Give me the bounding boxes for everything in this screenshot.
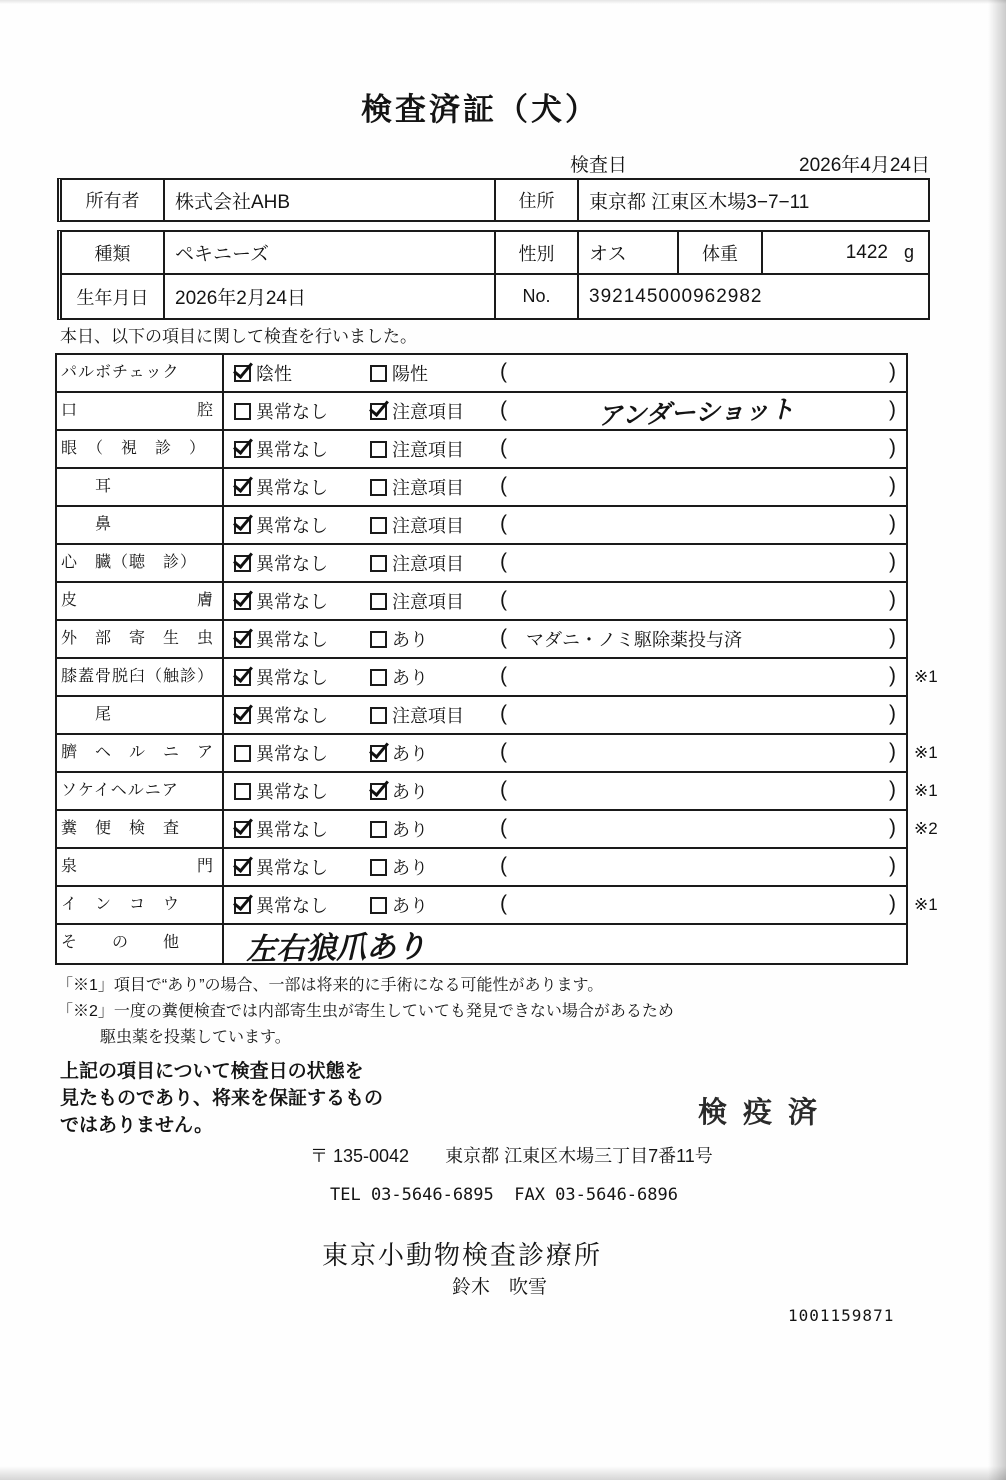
inspection-row [57,583,906,621]
inspection-item-label: 心 臓（聴 診） [57,545,224,581]
option-2-group [370,507,464,543]
inspection-row [57,773,938,811]
paren-close: ) [889,702,896,726]
owner-value: 株式会社AHB [165,180,496,220]
inspection-row-content [224,773,906,809]
microchip-no-label: No. [496,275,579,318]
checkbox-unchecked [370,365,387,382]
inspection-item-label: 泉 門 [57,849,224,885]
checkbox-label: あり [392,896,428,916]
paren-open: ( [500,740,507,764]
inspection-item-label: 鼻 [57,507,224,543]
paren-close: ) [889,664,896,688]
checkbox-checked [370,783,387,800]
option-2-group [370,469,464,505]
inspection-note: マダニ・ノミ駆除薬投与済 [526,630,742,650]
inspection-item-label: そ の 他 [57,925,224,963]
checkbox-label: 異常なし [256,782,328,802]
option-1-group [234,773,328,809]
inspection-item-label: 口 腔 [57,393,224,429]
footnote-3: 駆虫薬を投薬しています。 [100,1029,291,1046]
checkbox-label: 異常なし [256,516,328,536]
paren-close: ) [889,436,896,460]
option-2-group [370,431,464,467]
clinic-postal-address: 〒 135-0042 東京都 江東区木場三丁目7番11号 [310,1146,713,1166]
option-1-group [234,431,328,467]
checkbox-label: あり [392,782,428,802]
option-2-group [370,735,428,771]
inspection-row [57,659,938,697]
checkbox-unchecked [370,479,387,496]
checkbox-checked [234,593,251,610]
pet-info-row-1 [62,232,928,275]
inspection-note [518,545,874,581]
inspection-note [518,355,874,391]
paren-open: ( [500,550,507,574]
paren-close: ) [889,360,896,384]
owner-table [57,178,930,222]
option-2-group [370,583,464,619]
paren-close: ) [889,892,896,916]
paren-close: ) [889,626,896,650]
checkbox-unchecked [370,707,387,724]
handwritten-note: アンダーショット [597,395,795,431]
checkbox-label: 注意項目 [392,478,464,498]
inspection-note [518,431,874,467]
option-1-group [234,811,328,847]
veterinarian-name: 鈴木 吹雪 [452,1277,548,1298]
checkbox-checked [234,365,251,382]
inspection-item-label: パルボチェック [57,355,224,391]
inspection-row [57,469,906,507]
checkbox-unchecked [370,821,387,838]
inspection-row [57,431,906,469]
inspection-row-content [224,355,906,391]
inspection-row [57,545,906,583]
weight-unit: g [903,242,914,262]
inspection-note [518,469,874,505]
paren-close: ) [889,512,896,536]
paren-open: ( [500,474,507,498]
inspection-table [55,353,938,967]
inspection-item-label: 臍 ヘ ル ニ ア [57,735,224,771]
checkbox-checked [234,631,251,648]
option-1-group [234,393,328,429]
checkbox-label: 異常なし [256,478,328,498]
checkbox-unchecked [370,897,387,914]
inspection-row-content [224,507,906,543]
breed-value: ペキニーズ [165,232,496,273]
option-2-group [370,659,428,695]
paren-close: ) [889,778,896,802]
paren-close: ) [889,588,896,612]
checkbox-checked [234,897,251,914]
checkbox-unchecked [370,669,387,686]
option-2-group [370,811,428,847]
option-1-group [234,659,328,695]
address-label: 住所 [496,180,579,220]
intro-text: 本日、以下の項目に関して検査を行いました。 [60,327,417,346]
option-2-group [370,697,464,733]
checkbox-label: あり [392,668,428,688]
weight-number: 1422 [845,241,888,263]
footnote-mark: ※1 [914,781,938,800]
checkbox-label: 異常なし [256,630,328,650]
checkbox-label: 異常なし [256,668,328,688]
inspection-note [518,811,874,847]
paren-open: ( [500,854,507,878]
checkbox-unchecked [234,783,251,800]
checkbox-unchecked [234,403,251,420]
inspection-item-label: 耳 [57,469,224,505]
inspection-row-content [224,621,906,657]
inspection-item-label: 皮 膚 [57,583,224,619]
document-serial-number: 1001159871 [788,1306,895,1325]
checkbox-label: あり [392,858,428,878]
inspection-row-content [224,925,906,967]
disclaimer-text [60,1058,383,1139]
footnote-mark: ※1 [914,743,938,762]
birthdate-value: 2026年2月24日 [165,275,496,318]
inspection-row-content [224,659,906,695]
checkbox-unchecked [370,593,387,610]
checkbox-label: あり [392,820,428,840]
checkbox-label: 注意項目 [392,706,464,726]
checkbox-label: 異常なし [256,706,328,726]
option-1-group [234,887,328,923]
birthdate-label: 生年月日 [62,275,165,318]
page-title: 検査済証（犬） [361,92,599,127]
option-2-group [370,355,428,391]
pet-info-table [57,230,930,320]
checkbox-label: 異常なし [256,858,328,878]
checkbox-label: 注意項目 [392,402,464,422]
paren-close: ) [889,474,896,498]
option-1-group [234,583,328,619]
inspection-date-value: 2026年4月24日 [799,155,930,176]
page-edge-shadow-bottom [0,1466,1006,1480]
option-1-group [234,469,328,505]
inspection-item-label: イ ン コ ウ [57,887,224,923]
checkbox-checked [234,859,251,876]
checkbox-label: 注意項目 [392,440,464,460]
footnote-mark: ※1 [914,667,938,686]
page-edge-shadow-top [0,0,1006,4]
inspection-item-label: 糞 便 検 査 [57,811,224,847]
checkbox-label: 異常なし [256,744,328,764]
option-1-group [234,849,328,885]
inspection-row-content [224,431,906,467]
inspection-row-content [224,697,906,733]
paren-open: ( [500,664,507,688]
paren-open: ( [500,626,507,650]
checkbox-label: あり [392,630,428,650]
clinic-name: 東京小動物検査診療所 [322,1240,603,1270]
inspection-row [57,621,906,659]
inspection-note [518,849,874,885]
option-2-group [370,545,464,581]
inspection-row-content [224,583,906,619]
owner-label: 所有者 [62,180,165,220]
checkbox-checked [234,669,251,686]
footnote-2: 「※2」一度の糞便検査では内部寄生虫が寄生していても発見できない場合があるため [57,1003,674,1020]
checkbox-checked [234,441,251,458]
inspection-note [518,697,874,733]
paren-open: ( [500,512,507,536]
inspection-note [518,773,874,809]
inspection-row-content [224,469,906,505]
option-1-group [234,735,328,771]
inspection-item-label: 尾 [57,697,224,733]
inspection-item-label: ソケイヘルニア [57,773,224,809]
inspection-row [57,393,906,431]
paren-open: ( [500,816,507,840]
pet-info-row-2 [62,275,928,318]
paren-open: ( [500,702,507,726]
option-1-group [234,507,328,543]
checkbox-unchecked [370,517,387,534]
option-1-group [234,697,328,733]
checkbox-label: 陽性 [392,364,428,384]
paren-open: ( [500,892,507,916]
checkbox-label: 陰性 [256,364,292,384]
weight-value [763,232,928,273]
sex-label: 性別 [496,232,579,273]
inspection-row-content [224,545,906,581]
paren-open: ( [500,360,507,384]
microchip-no-value: 392145000962982 [589,285,763,307]
checkbox-label: 異常なし [256,440,328,460]
inspection-row [57,735,938,773]
inspection-item-label: 外 部 寄 生 虫 [57,621,224,657]
address-value: 東京都 江東区木場3−7−11 [589,191,810,213]
inspection-note [518,507,874,543]
disclaimer-line-3: ではありません。 [60,1115,214,1136]
checkbox-label: 注意項目 [392,516,464,536]
checkbox-label: 異常なし [256,820,328,840]
paren-open: ( [500,398,507,422]
option-1-group [234,355,292,391]
paren-open: ( [500,588,507,612]
option-2-group [370,393,464,429]
sex-value: オス [579,232,679,273]
inspection-row [57,925,906,967]
option-2-group [370,773,428,809]
inspection-row-content [224,811,906,847]
paren-close: ) [889,854,896,878]
footnote-mark: ※2 [914,819,938,838]
checkbox-unchecked [370,631,387,648]
inspection-row [57,697,906,735]
inspection-item-label: 膝蓋骨脱臼（触診） [57,659,224,695]
checkbox-label: 注意項目 [392,554,464,574]
checkbox-unchecked [370,441,387,458]
breed-label: 種類 [62,232,165,273]
inspection-row [57,355,906,393]
checkbox-label: 異常なし [256,402,328,422]
option-2-group [370,621,428,657]
clinic-tel-fax: TEL 03-5646-6895 FAX 03-5646-6896 [330,1185,678,1205]
inspection-note [518,659,874,695]
checkbox-label: 異常なし [256,896,328,916]
inspection-note [518,887,874,923]
checkbox-checked [234,555,251,572]
paren-close: ) [889,550,896,574]
inspection-note [518,735,874,771]
checkbox-checked [234,821,251,838]
footnote-1: 「※1」項目で“あり”の場合、一部は将来的に手術になる可能性があります。 [57,977,604,994]
checkbox-checked [234,479,251,496]
checkbox-label: 異常なし [256,554,328,574]
inspection-note [518,583,874,619]
checkbox-checked [370,403,387,420]
inspection-row [57,849,906,887]
inspection-item-label: 眼 （ 視 診 ） [57,431,224,467]
paren-open: ( [500,436,507,460]
handwritten-note: 左右狼爪あり [245,930,427,967]
weight-label: 体重 [679,232,763,273]
paren-open: ( [500,778,507,802]
inspection-row [57,811,938,849]
checkbox-checked [370,745,387,762]
checkbox-unchecked [234,745,251,762]
option-1-group [234,545,328,581]
page-edge-shadow-right [988,0,1006,1480]
disclaimer-line-1: 上記の項目について検査日の状態を [60,1061,364,1082]
inspection-date-label: 検査日 [570,155,628,176]
footnote-mark: ※1 [914,895,938,914]
checkbox-label: 注意項目 [392,592,464,612]
inspection-row-content [224,735,906,771]
inspection-row [57,507,906,545]
checkbox-checked [234,707,251,724]
inspection-row [57,887,938,925]
inspection-row-content [224,849,906,885]
checkbox-label: あり [392,744,428,764]
option-1-group [234,621,328,657]
checkbox-label: 異常なし [256,592,328,612]
option-2-group [370,849,428,885]
checkbox-unchecked [370,555,387,572]
paren-close: ) [889,740,896,764]
checkbox-checked [234,517,251,534]
paren-close: ) [889,398,896,422]
disclaimer-line-2: 見たものであり、将来を保証するもの [60,1088,384,1109]
inspection-row-content [224,393,906,429]
paren-close: ) [889,816,896,840]
quarantine-stamp: 検疫済 [698,1097,834,1129]
inspection-row-content [224,887,906,923]
checkbox-unchecked [370,859,387,876]
option-2-group [370,887,428,923]
